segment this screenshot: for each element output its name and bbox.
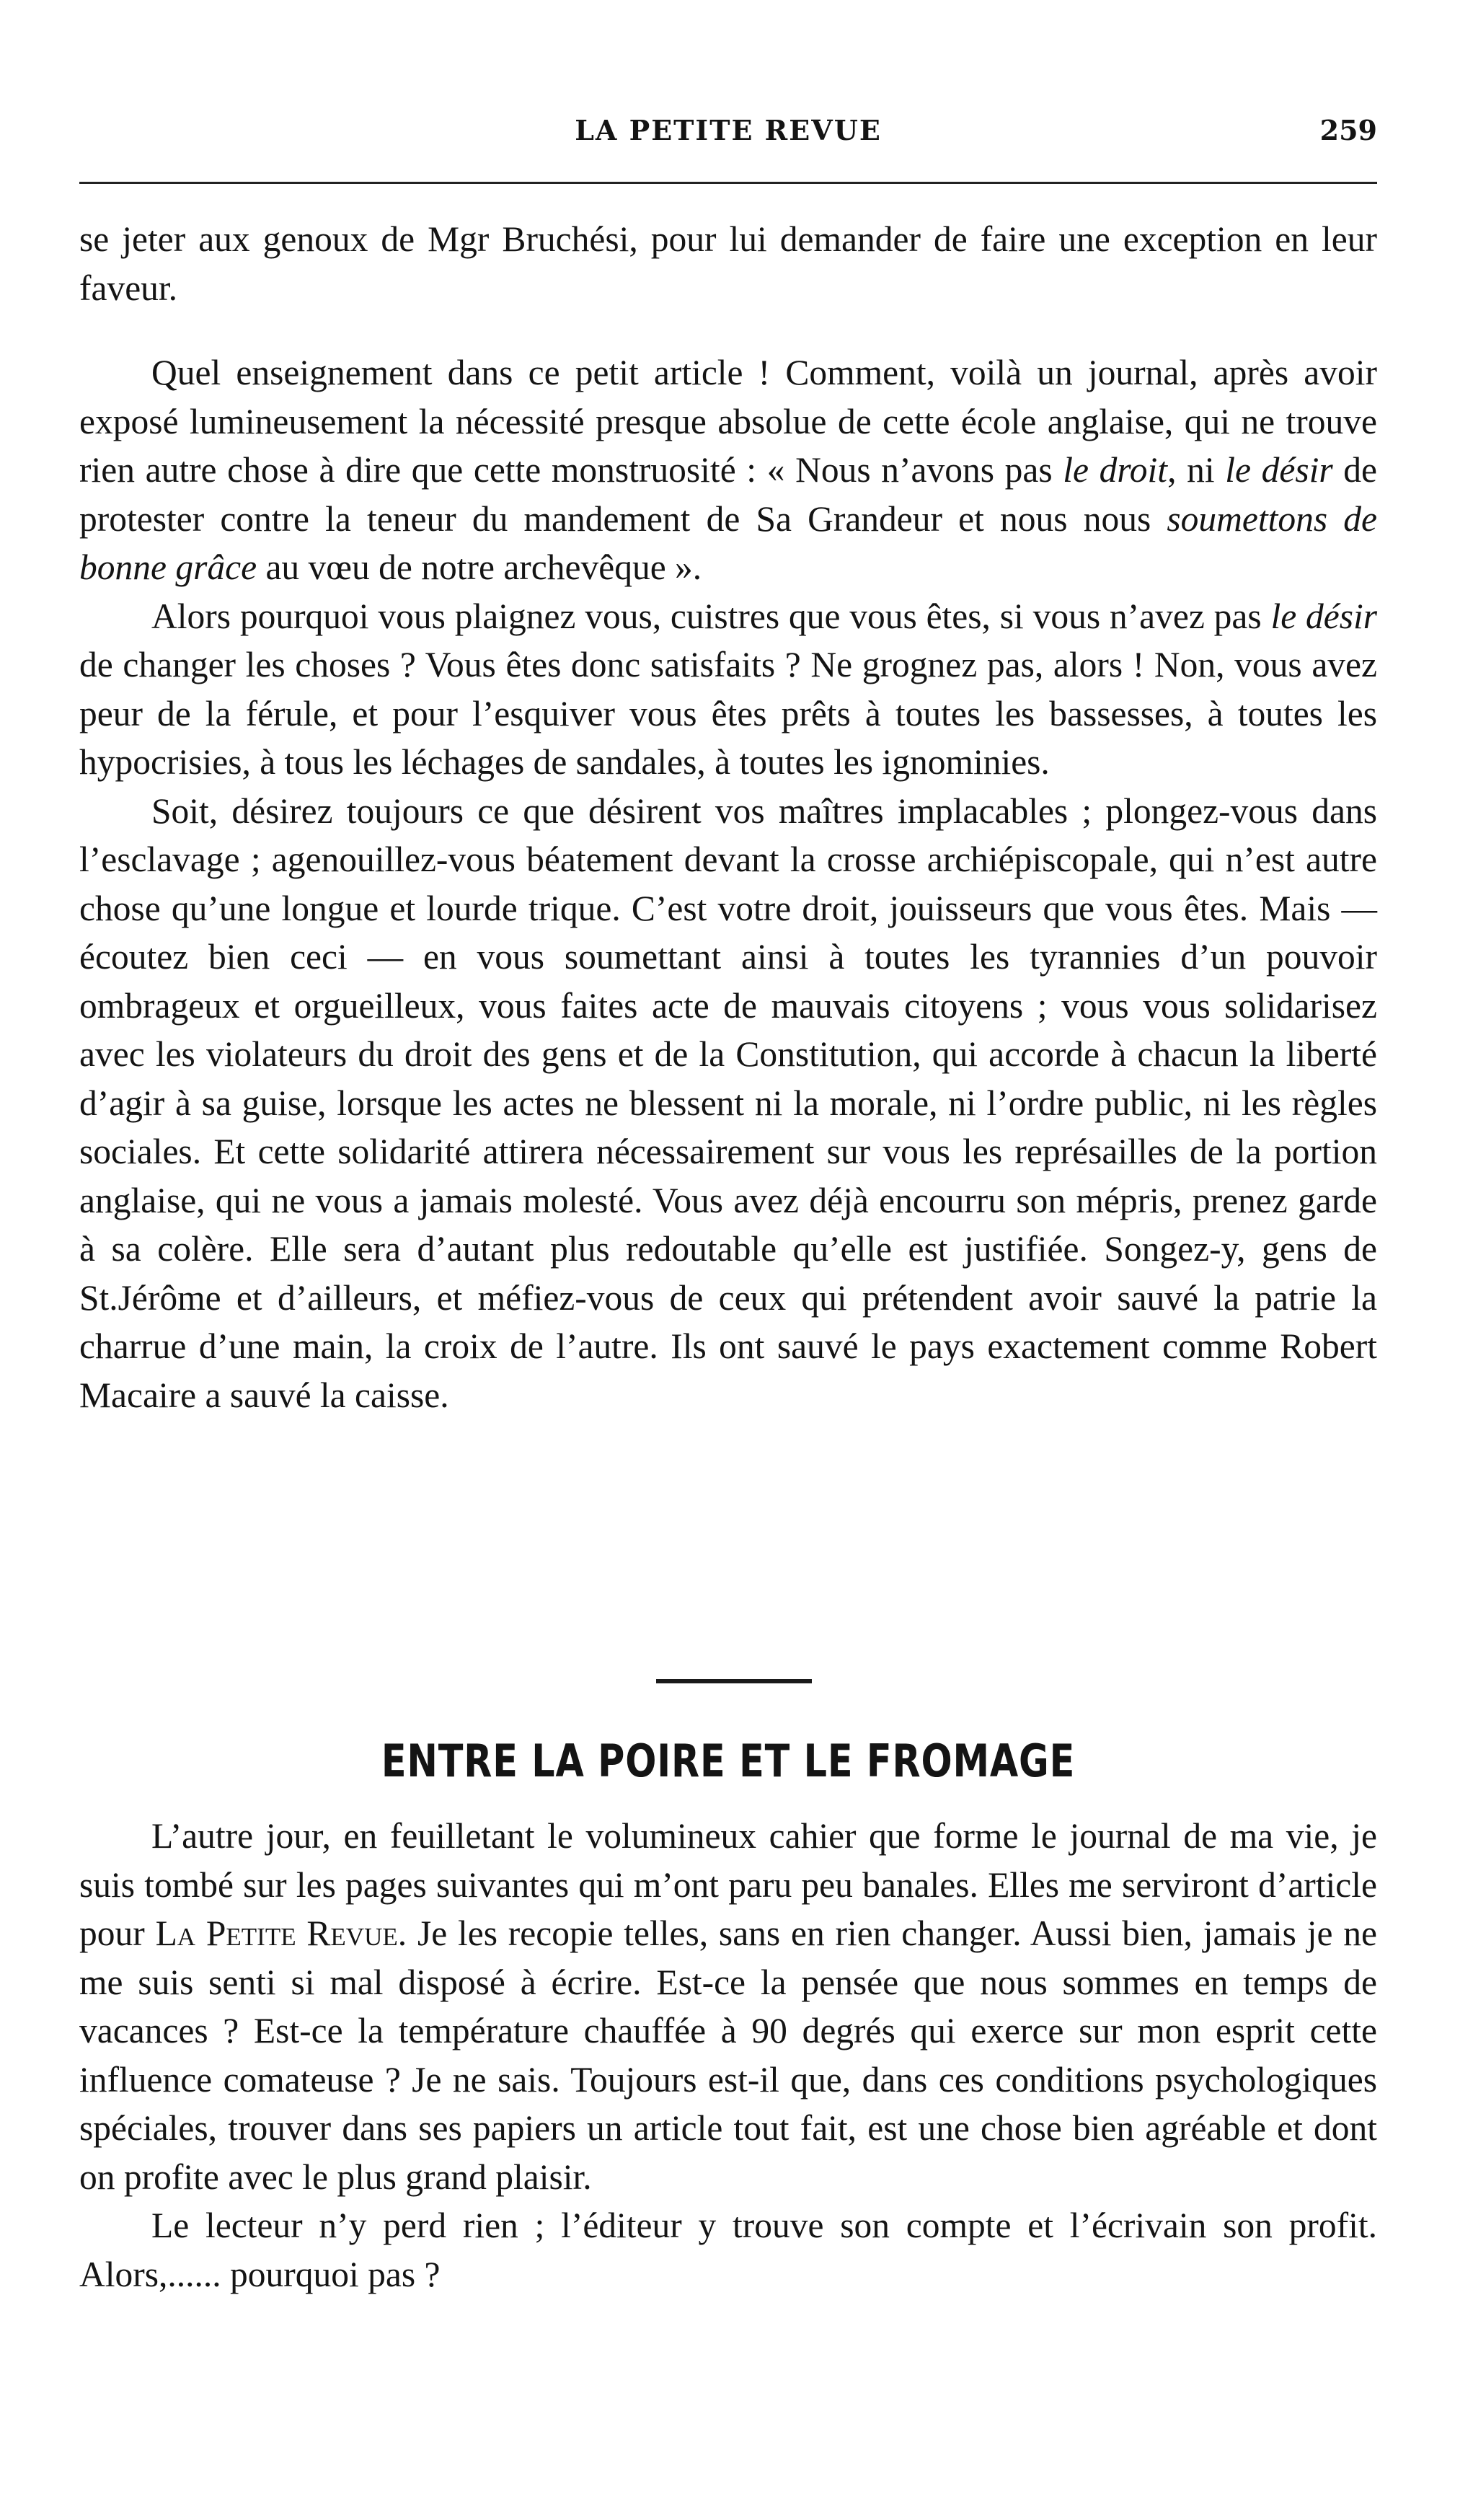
running-head xyxy=(79,114,1377,157)
paragraph: Le lecteur n’y perd rien ; l’éditeur y trouve son compte et l’écrivain son profit. Alors,...... pourquoi pas ? xyxy=(79,2206,1377,2294)
header-rule xyxy=(79,182,1377,184)
page-number: 259 xyxy=(1319,114,1377,146)
italic-emphasis: le droit xyxy=(1063,450,1168,490)
article-title: ENTRE LA POIRE ET LE FROMAGE xyxy=(381,1735,1076,1787)
italic-emphasis: le désir xyxy=(1270,596,1378,636)
italic-emphasis: soumettons de bonne grâce xyxy=(79,498,1377,587)
paragraph: se jeter aux genoux de Mgr Bruchési, pour lui demander de faire une exception en leur faveur. xyxy=(79,219,1377,308)
running-title: LA PETITE REVUE xyxy=(575,114,882,146)
previous-article-text xyxy=(79,215,1377,1419)
paragraph: Soit, désirez toujours ce que désirent vos maîtres implacables ; plongez-vous dans l’esclavage ; agenouillez-vous béatement devant la crosse archiépiscopale, qui n’est autre chose qu’une longue et lourde trique. C’est votre droit, jouisseurs que vous êtes. Mais — écoutez bien ceci — en vous soumettant ainsi à toutes les tyrannies d’un pouvoir ombrageux et orgueilleux, vous faites acte de mauvais citoyens ; vous vous solidarisez avec les violateurs du droit des gens et de la Constitution, qui accorde à chacun la liberté d’agir à sa guise, lorsque les actes ne blessent ni la morale, ni l’ordre public, ni les règles sociales. Et cette solidarité attirera nécessairement sur vous les représailles de la portion anglaise, qui ne vous a jamais molesté. Vous avez déjà encourru son mépris, prenez garde à sa colère. Elle sera d’autant plus redoutable qu’elle est justifiée. Songez-y, gens de St.Jérôme et d’ailleurs, et méfiez-vous de ceux qui prétendent avoir sauvé la patrie la charrue d’une main, la croix de l’autre. Ils ont sauvé le pays exactement comme Robert Macaire a sauvé la caisse. xyxy=(79,790,1377,1415)
small-caps-title: La Petite Revue xyxy=(155,1913,398,1953)
section-separator-rule xyxy=(656,1679,812,1683)
article-text xyxy=(79,1812,1377,2299)
italic-emphasis: le désir xyxy=(1225,450,1333,490)
paragraph: Alors pourquoi vous plaignez vous, cuistres que vous êtes, si vous n’avez pas le désir de changer les choses ? Vous êtes donc satisfaits ? Ne grognez pas, alors ! Non, vous avez peur de la férule, et pour l’esquiver vous êtes prêts à toutes les bassesses, à toutes les hypocrisies, à tous les léchages de sandales, à toutes les ignominies. xyxy=(79,596,1378,782)
paragraph: L’autre jour, en feuilletant le volumineux cahier que forme le journal de ma vie, je suis tombé sur les pages suivantes qui m’ont paru peu banales. Elles me serviront d’article pour La Petite Revue. Je les recopie telles, sans en rien changer. Aussi bien, jamais je ne me suis senti si mal disposé à écrire. Est-ce la pensée que nous sommes en temps de vacances ? Est-ce la température chauffée à 90 degrés qui exerce sur mon esprit cette influence comateuse ? Je ne sais. Toujours est-il que, dans ces conditions psychologiques spéciales, trouver dans ses papiers un article tout fait, est une chose bien agréable et dont on profite avec le plus grand plaisir. xyxy=(79,1816,1377,2197)
paragraph: Quel enseignement dans ce petit article ! Comment, voilà un journal, après avoir exposé lumineusement la nécessité presque absolue de cette école anglaise, qui ne trouve rien autre chose à dire que cette monstruosité : « Nous n’avons pas le droit, ni le désir de protester contre la teneur du mandement de Sa Grandeur et nous nous soumettons de bonne grâce au vœu de notre archevêque ». xyxy=(79,353,1377,587)
